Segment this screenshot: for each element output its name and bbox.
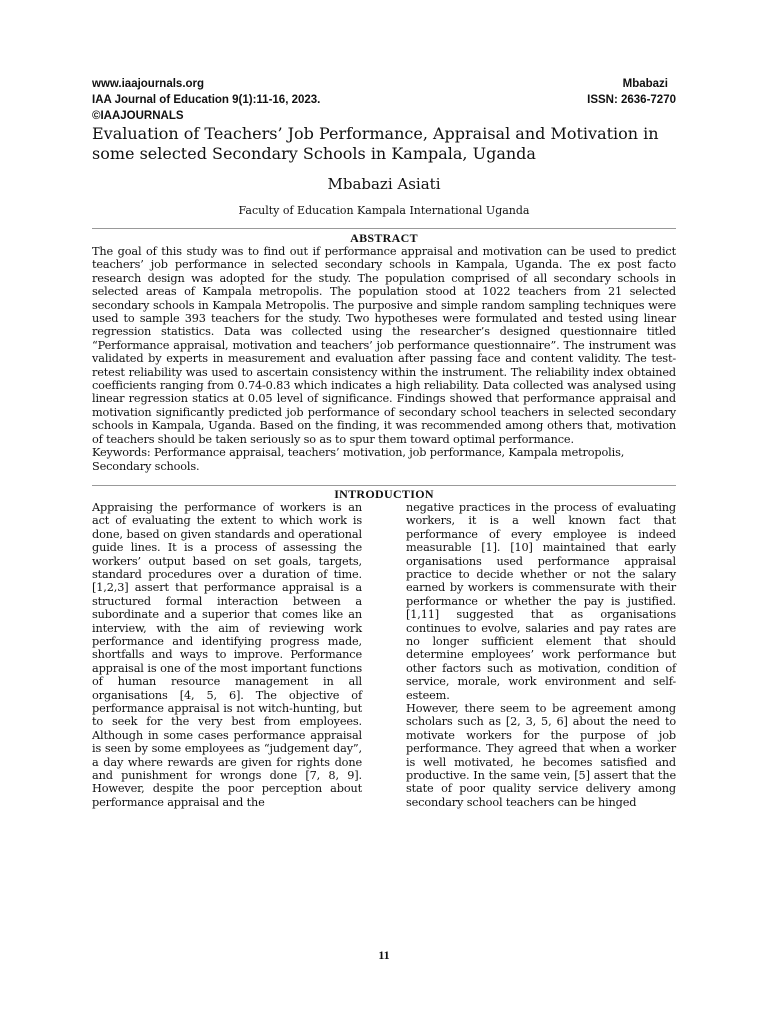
- intro-paragraph: However, there seem to be agreement among scholars such as [2, 3, 5, 6] about the need to motivate workers for the purpose of job performance. They agreed that when a worker is well motivated, he becomes satisfied and productive. In the same vein, [5] assert that the state of poor quality service delivery among secondary school teachers can be hinged: [406, 702, 676, 809]
- page-number: 11: [378, 948, 390, 962]
- introduction-heading: INTRODUCTION: [334, 486, 434, 501]
- journal-citation: IAA Journal of Education 9(1):11-16, 2023.: [92, 94, 321, 106]
- paper-page: [92, 76, 676, 809]
- two-column-body: [92, 501, 676, 809]
- journal-header: [92, 76, 676, 124]
- issn: ISSN: 2636-7270: [587, 94, 676, 106]
- intro-paragraph: Appraising the performance of workers is an act of evaluating the extent to which work is done, based on given standards and operational guide lines. It is a process of assessing the workers’ output based on set goals, targets, standard procedures over a duration of time. [1,2,3] assert that performance appraisal is a structured formal interaction between a subordinate and a superior that comes like an interview, with the aim of reviewing work performance and identifying progress made, shortfalls and ways to improve. Performance appraisal is one of the most important functions of human resource management in all organisations [4, 5, 6]. The objective of performance appraisal is not witch-hunting, but to seek for the very best from employees. Although in some cases performance appraisal is seen by some employees as “judgement day”, a day where rewards are given for rights done and punishment for wrongs done [7, 8, 9]. However, despite the poor perception about performance appraisal and the: [92, 500, 362, 809]
- divider: [92, 485, 676, 486]
- intro-paragraph: negative practices in the process of evaluating workers, it is a well known fact that performance of every employee is indeed measurable [1]. [10] maintained that early organisations used performance appraisal practice to decide whether or not the salary earned by workers is commensurate with their performance or whether the pay is justified. [1,11] suggested that as organisations continues to evolve, salaries and pay rates are no longer sufficient element that should determine employees’ work performance but other factors such as motivation, condition of service, morale, work environment and self-esteem.: [406, 500, 676, 702]
- website-link[interactable]: www.iaajournals.org: [92, 78, 205, 90]
- copyright: ©IAAJOURNALS: [92, 110, 184, 122]
- keywords: Keywords: Performance appraisal, teachers’ motivation, job performance, Kampala metropolis, Secondary schools.: [92, 446, 625, 473]
- right-column: [406, 501, 676, 809]
- abstract-heading: ABSTRACT: [350, 231, 418, 245]
- article-author: Mbabazi Asiati: [327, 175, 441, 193]
- author-affiliation: Faculty of Education Kampala International Uganda: [238, 204, 530, 217]
- running-author: Mbabazi: [622, 78, 668, 90]
- article-title: Evaluation of Teachers’ Job Performance, Appraisal and Motivation in some selected Secondary Schools in Kampala, Uganda: [92, 124, 659, 163]
- left-column: [92, 501, 362, 809]
- divider: [92, 228, 676, 229]
- abstract-text: The goal of this study was to find out if performance appraisal and motivation can be used to predict teachers’ job performance in selected secondary schools in Kampala, Uganda. The ex post facto research design was adopted for the study. The population comprised of all secondary schools in selected areas of Kampala metropolis. The population stood at 1022 teachers from 21 selected secondary schools in Kampala Metropolis. The purposive and simple random sampling techniques were used to sample 393 teachers for the study. Two hypotheses were formulated and tested using linear regression statistics. Data was collected using the researcher’s designed questionnaire titled “Performance appraisal, motivation and teachers’ job performance questionnaire”. The instrument was validated by experts in measurement and evaluation after passing face and content validity. The test-retest reliability was used to ascertain consistency within the instrument. The reliability index obtained coefficients ranging from 0.74-0.83 which indicates a high reliability. Data collected was analysed using linear regression statics at 0.05 level of significance. Findings showed that performance appraisal and motivation significantly predicted job performance of secondary school teachers in selected secondary schools in Kampala, Uganda. Based on the finding, it was recommended among others that, motivation of teachers should be taken seriously so as to spur them toward optimal performance.: [92, 245, 676, 446]
